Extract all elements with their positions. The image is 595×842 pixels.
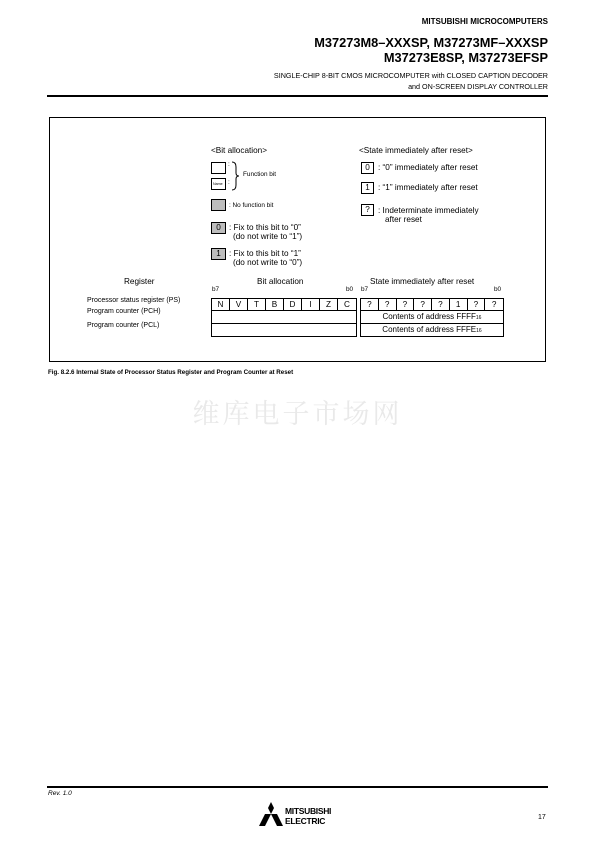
- figure-caption: Fig. 8.2.6 Internal State of Processor Status Register and Program Counter at Reset: [48, 369, 294, 376]
- function-bit-box: [211, 162, 226, 174]
- header-rule: [47, 95, 548, 97]
- ps-bit-cell-5: I: [302, 299, 320, 310]
- model-title-line2: M37273E8SP, M37273EFSP: [383, 50, 548, 65]
- ps-bit-cell-0: N: [212, 299, 230, 310]
- fix-one-line2: (do not write to “0”): [233, 258, 303, 267]
- mitsubishi-logo-icon: [259, 802, 283, 826]
- bit-grid-divider-1: [212, 310, 356, 311]
- ps-bit-cell-3: B: [266, 299, 284, 310]
- logo-text-line1: MITSUBISHI: [285, 806, 332, 816]
- fix-one-box: 1: [211, 248, 226, 260]
- reset-state-legend-title: <State immediately after reset>: [359, 146, 473, 155]
- reset-grid-divider-2: [361, 323, 503, 324]
- ps-reset-cell-2: ?: [397, 299, 415, 310]
- function-bit-colon-1: :: [228, 161, 230, 168]
- pch-reset-text: Contents of address FFFF: [382, 312, 476, 321]
- ps-bit-cell-4: D: [284, 299, 302, 310]
- ps-bit-cell-1: V: [230, 299, 248, 310]
- ps-bit-cell-2: T: [248, 299, 266, 310]
- register-name-ps: [87, 297, 180, 304]
- reset-zero-box: 0: [361, 162, 374, 174]
- reset-state-b0-label: b0: [494, 286, 502, 293]
- pcl-reset-text: Contents of address FFFE: [382, 325, 477, 334]
- reset-state-grid: [360, 298, 504, 337]
- name-tag-label: Name: [213, 182, 223, 186]
- reset-indeterminate-line2: after reset: [385, 215, 422, 224]
- bit-allocation-b7-label: b7: [212, 286, 220, 293]
- model-title-line1: M37273M8–XXXSP, M37273MF–XXXSP: [314, 35, 548, 50]
- reset-grid-divider-1: [361, 310, 503, 311]
- bit-allocation-column-header: Bit allocation: [257, 277, 304, 286]
- function-bit-name-box: [211, 178, 226, 190]
- ps-reset-row: [361, 299, 503, 310]
- ps-bit-cell-7: C: [344, 300, 350, 309]
- bit-grid-divider-2: [212, 323, 356, 324]
- pch-reset-state: [361, 312, 503, 321]
- reset-state-column-header: State immediately after reset: [370, 277, 475, 286]
- ps-bit-row: [212, 299, 356, 310]
- fix-one-line1: : Fix to this bit to “1”: [229, 249, 301, 258]
- fix-zero-box: 0: [211, 222, 226, 234]
- reset-indeterminate-box: ?: [361, 204, 374, 216]
- reset-one-label: : “1” immediately after reset: [378, 183, 478, 192]
- page-number: 17: [538, 814, 546, 821]
- function-bit-colon-2: :: [228, 179, 230, 186]
- ps-reset-cell-5: 1: [450, 299, 468, 310]
- ps-reset-cell-7: ?: [491, 300, 497, 309]
- reset-zero-label: : “0” immediately after reset: [378, 163, 478, 172]
- register-name-pch-text: Program counter (PCH): [87, 308, 161, 315]
- company-header: MITSUBISHI MICROCOMPUTERS: [421, 17, 548, 26]
- ps-reset-cell-1: ?: [379, 299, 397, 310]
- register-name-pcl: [87, 322, 159, 329]
- ps-reset-cell-4: ?: [432, 299, 450, 310]
- register-name-ps-text: Processor status register (PS): [87, 297, 181, 304]
- ps-reset-cell-6: ?: [468, 299, 486, 310]
- fix-zero-line1: : Fix to this bit to “0”: [229, 223, 301, 232]
- reset-state-b7-label: b7: [361, 286, 369, 293]
- pcl-reset-subscript: 16: [476, 328, 482, 334]
- function-bit-label: Function bit: [243, 171, 277, 178]
- no-function-bit-label: : No function bit: [229, 202, 274, 209]
- fix-zero-line2: (do not write to “1”): [233, 232, 303, 241]
- watermark: 维库电子市场网: [192, 399, 403, 430]
- ps-reset-cell-0: ?: [361, 299, 379, 310]
- footer-rule: [47, 786, 548, 788]
- revision-label: Rev. 1.0: [48, 790, 72, 797]
- logo-text-line2: ELECTRIC: [285, 816, 326, 826]
- no-function-bit-box: [211, 199, 226, 211]
- reset-one-box: 1: [361, 182, 374, 194]
- bit-allocation-grid: [211, 298, 357, 337]
- bit-allocation-legend-title: <Bit allocation>: [211, 146, 267, 155]
- ps-reset-cell-3: ?: [414, 299, 432, 310]
- register-column-header: Register: [124, 277, 155, 286]
- description-line2: and ON-SCREEN DISPLAY CONTROLLER: [408, 82, 548, 91]
- register-name-pcl-text: Program counter (PCL): [87, 322, 160, 329]
- brace-icon: [231, 161, 240, 191]
- register-name-pch: [87, 308, 161, 315]
- description-line1: SINGLE-CHIP 8-BIT CMOS MICROCOMPUTER with CLOSED CAPTION DECODER: [273, 71, 548, 80]
- pcl-reset-state: [361, 325, 503, 334]
- reset-indeterminate-line1: : Indeterminate immediately: [378, 206, 479, 215]
- ps-bit-cell-6: Z: [320, 299, 338, 310]
- pch-reset-subscript: 16: [475, 315, 482, 321]
- bit-allocation-b0-label: b0: [346, 286, 354, 293]
